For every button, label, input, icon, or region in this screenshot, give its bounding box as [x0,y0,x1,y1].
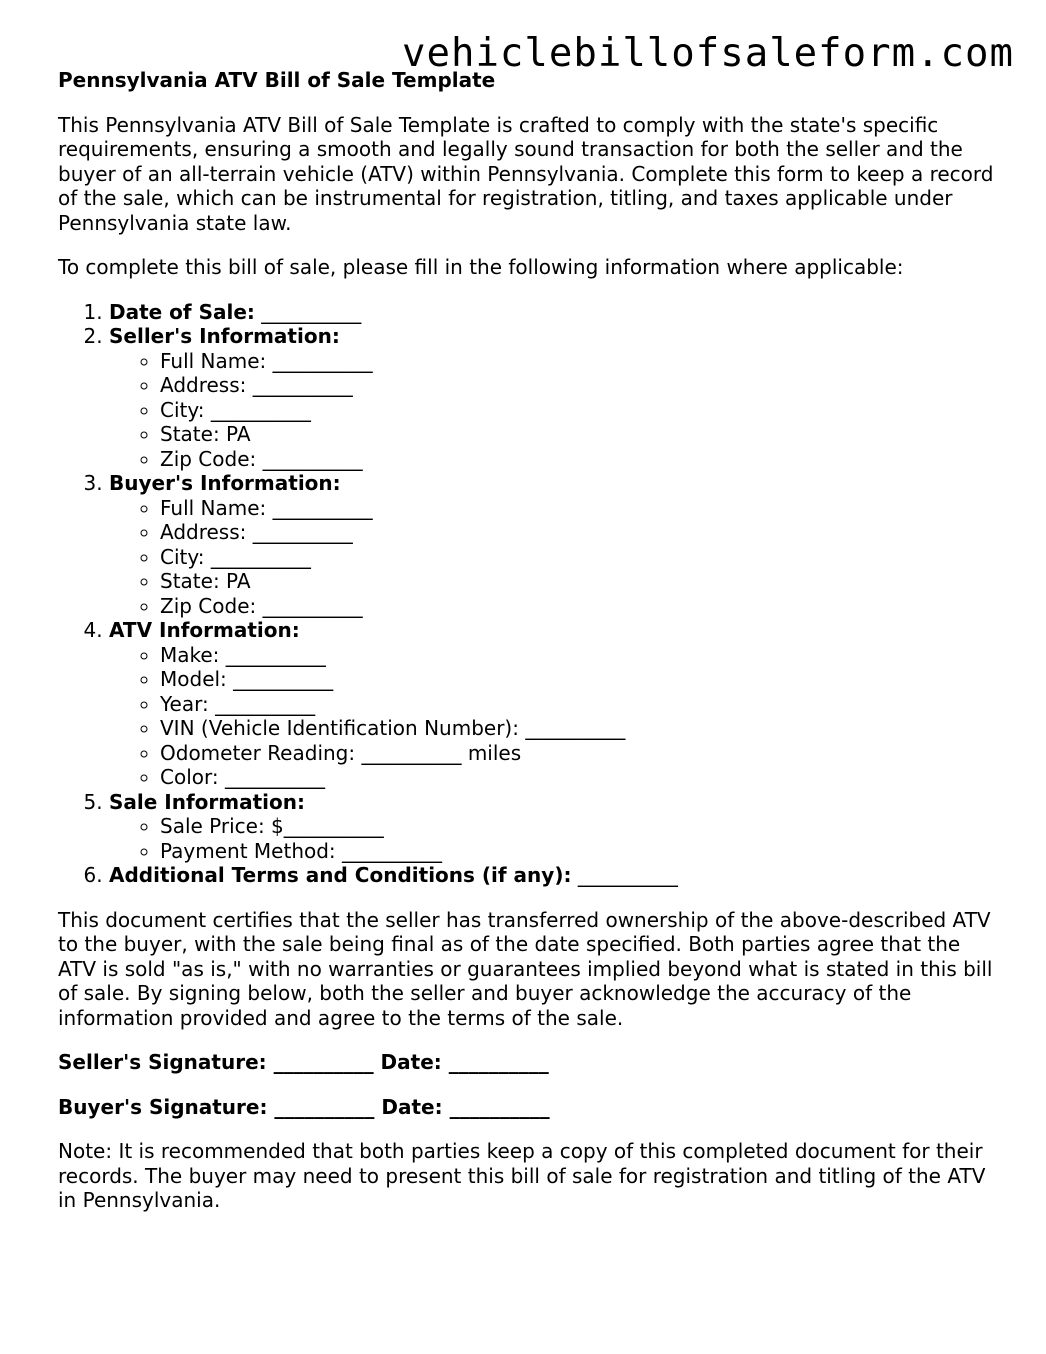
buyer-info-label: Buyer's Information: [109,471,341,495]
additional-terms-label: Additional Terms and Conditions (if any): [109,863,572,887]
atv-year-field: ◦ Year: __________ [160,692,998,717]
atv-info-label: ATV Information: [109,618,300,642]
seller-city-field: ◦ City: __________ [160,398,998,423]
sale-field-list [109,814,998,863]
additional-terms-blank: __________ [571,863,678,887]
seller-signature-line: Seller's Signature: __________ Date: __________ [58,1050,549,1074]
atv-make-field: ◦ Make: __________ [160,643,998,668]
payment-method-field: ◦ Payment Method: __________ [160,839,998,864]
buyer-full-name-field: ◦ Full Name: __________ [160,496,998,521]
document-title: Pennsylvania ATV Bill of Sale Template [58,68,496,92]
buyer-field-list [109,496,998,619]
seller-info-item [109,324,998,471]
sale-info-label: Sale Information: [109,789,305,814]
atv-vin-field: ◦ VIN (Vehicle Identification Number): __________ [160,716,998,741]
seller-field-list [109,349,998,472]
intro-paragraph: This Pennsylvania ATV Bill of Sale Template is crafted to comply with the state's specific requirements, ensuring a smooth and legally sound transaction for both the seller and the buyer of an all-terrain vehicle (ATV) within Pennsylvania. Complete this form to keep a record of the sale, which can be instrumental for registration, titling, and taxes applicable under Pennsylvania state law. [58,112,994,235]
form-field-list [58,300,998,888]
date-of-sale-item [109,300,998,325]
buyer-signature-line: Buyer's Signature: __________ Date: __________ [58,1094,550,1119]
buyer-address-field: ◦ Address: __________ [160,520,998,545]
sale-price-field: ◦ Sale Price: $__________ [160,814,998,839]
sale-info-item [109,790,998,864]
seller-full-name-field: ◦ Full Name: __________ [160,349,998,374]
additional-terms-item [109,863,998,888]
seller-address-field: ◦ Address: __________ [160,373,998,398]
buyer-state-field: ◦ State: PA [160,569,998,594]
note-paragraph: Note: It is recommended that both parties keep a copy of this completed document for their records. The buyer may need to present this bill of sale for registration and titling of the ATV in Pennsylvania. [58,1139,986,1212]
atv-model-field: ◦ Model: __________ [160,667,998,692]
buyer-zip-field: ◦ Zip Code: __________ [160,594,998,619]
buyer-info-item [109,471,998,618]
instruction-paragraph: To complete this bill of sale, please fill in the following information where applicable: [58,255,904,279]
document-body [58,68,998,1233]
site-watermark: vehiclebillofsaleform.com [402,31,1014,76]
atv-color-field: ◦ Color: __________ [160,765,998,790]
certification-paragraph: This document certifies that the seller has transferred ownership of the above-described ATV to the buyer, with the sale being final as of the date specified. Both parties agree that the ATV is sold "as is," with no warranties or guarantees implied beyond what is stated in this bill of sale. By signing below, both the seller and buyer acknowledge the accuracy of the information provided and agree to the terms of the sale. [58,907,993,1030]
buyer-city-field: ◦ City: __________ [160,545,998,570]
seller-state-field: ◦ State: PA [160,422,998,447]
atv-odometer-field: ◦ Odometer Reading: __________ miles [160,741,998,766]
date-of-sale-label: Date of Sale: [109,299,255,324]
atv-info-item [109,618,998,790]
atv-field-list [109,643,998,790]
seller-zip-field: ◦ Zip Code: __________ [160,447,998,472]
seller-info-label: Seller's Information: [109,324,340,348]
date-of-sale-blank: __________ [254,299,362,324]
